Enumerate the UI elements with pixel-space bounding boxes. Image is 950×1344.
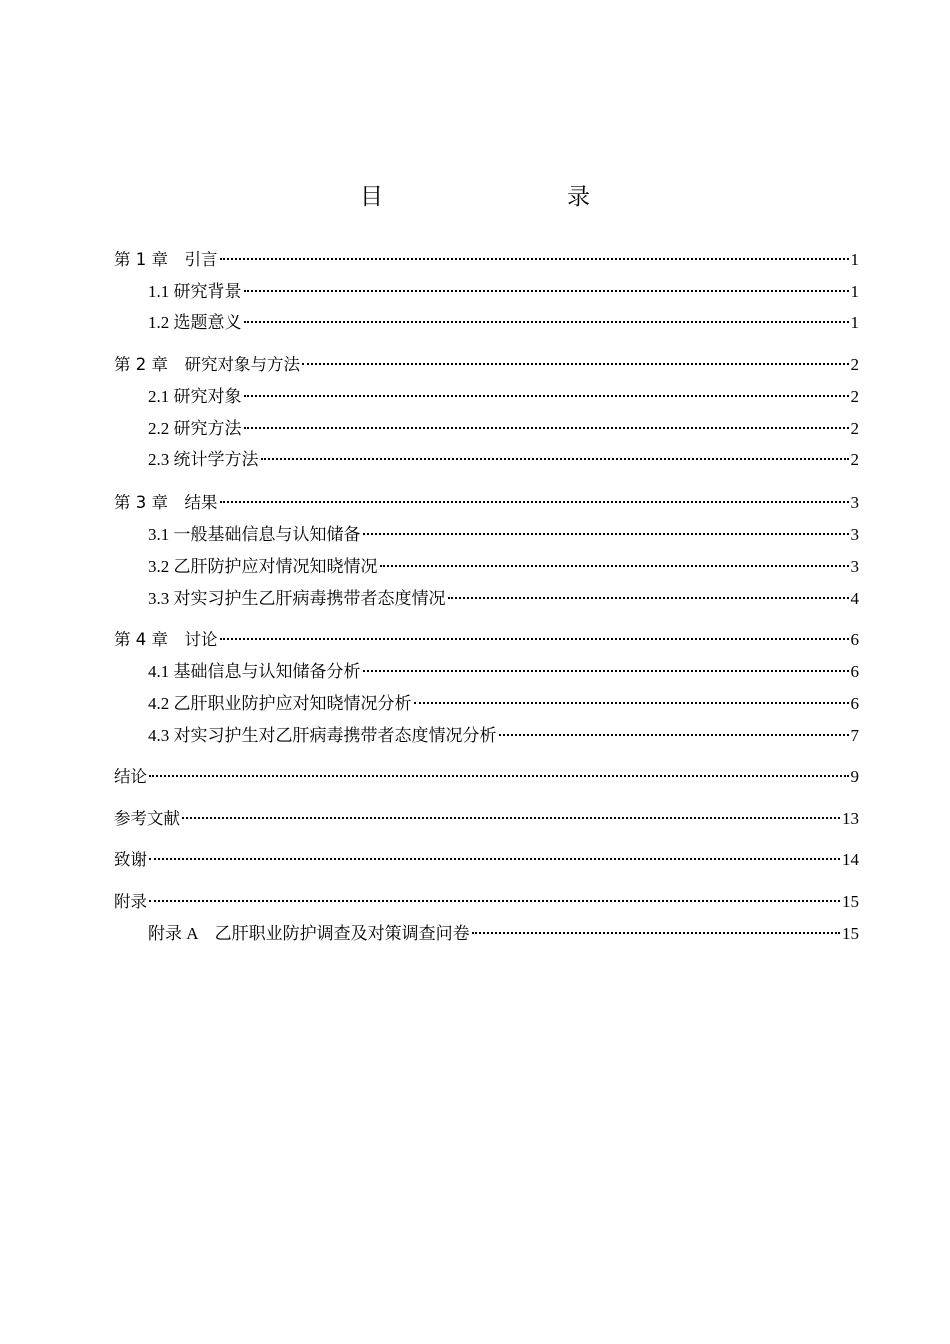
dot-leader	[244, 427, 849, 429]
toc-entry-label: 附录 A 乙肝职业防护调查及对策调查问卷	[148, 924, 470, 943]
dot-leader	[244, 395, 849, 397]
toc-entry-3-1[interactable]	[148, 523, 859, 547]
toc-entry-appendix-a[interactable]	[148, 922, 859, 946]
toc-entry-4-2[interactable]	[148, 692, 859, 716]
toc-entry-references[interactable]	[114, 807, 859, 831]
toc-entry-page: 6	[850, 694, 859, 713]
toc-entry-label: 3.2 乙肝防护应对情况知晓情况	[148, 557, 378, 576]
dot-leader	[499, 734, 849, 736]
toc-entry-page: 4	[850, 589, 859, 608]
toc-entry-label: 第 4 章 讨论	[114, 630, 218, 649]
toc-entry-page: 15	[842, 924, 859, 943]
toc-entry-chapter-2[interactable]	[114, 353, 859, 377]
toc-entry-page: 1	[850, 250, 859, 269]
dot-leader	[414, 702, 849, 704]
toc-entry-page: 3	[850, 525, 859, 544]
dot-leader	[261, 458, 849, 460]
toc-entry-label: 第 3 章 结果	[114, 493, 218, 512]
toc-entry-label: 1.2 选题意义	[148, 313, 242, 332]
toc-entry-label: 4.1 基础信息与认知储备分析	[148, 662, 361, 681]
toc-entry-page: 15	[842, 892, 859, 911]
toc-entry-page: 3	[850, 557, 859, 576]
dot-leader	[220, 501, 849, 503]
toc-entry-label: 第 2 章 研究对象与方法	[114, 355, 300, 374]
toc-title: 目 录	[360, 184, 636, 210]
toc-entry-chapter-4[interactable]	[114, 628, 859, 652]
toc-entry-chapter-3[interactable]	[114, 491, 859, 515]
toc-entry-page: 2	[850, 419, 859, 438]
toc-entry-2-3[interactable]	[148, 448, 859, 472]
toc-entry-conclusion[interactable]	[114, 765, 859, 789]
dot-leader	[363, 670, 849, 672]
toc-entry-page: 6	[850, 630, 859, 649]
toc-entry-label: 致谢	[114, 850, 147, 869]
toc-entry-label: 2.1 研究对象	[148, 387, 242, 406]
toc-entry-page: 3	[850, 493, 859, 512]
dot-leader	[472, 932, 840, 934]
toc-entry-page: 2	[850, 450, 859, 469]
toc-entry-label: 2.2 研究方法	[148, 419, 242, 438]
dot-leader	[149, 775, 849, 777]
toc-entry-1-1[interactable]	[148, 280, 859, 304]
toc-entry-page: 13	[842, 809, 859, 828]
dot-leader	[182, 817, 840, 819]
toc-entry-2-2[interactable]	[148, 417, 859, 441]
toc-entry-page: 2	[850, 387, 859, 406]
dot-leader	[244, 290, 849, 292]
toc-entry-2-1[interactable]	[148, 385, 859, 409]
toc-entry-label: 结论	[114, 767, 147, 786]
toc-entry-label: 3.3 对实习护生乙肝病毒携带者态度情况	[148, 589, 446, 608]
toc-entry-page: 1	[850, 313, 859, 332]
dot-leader	[302, 363, 849, 365]
toc-entry-label: 4.3 对实习护生对乙肝病毒携带者态度情况分析	[148, 726, 497, 745]
toc-entry-acknowledgements[interactable]	[114, 848, 859, 872]
toc-entry-4-1[interactable]	[148, 660, 859, 684]
toc-entry-page: 14	[842, 850, 859, 869]
toc-entry-label: 3.1 一般基础信息与认知储备	[148, 525, 361, 544]
toc-entry-label: 参考文献	[114, 809, 180, 828]
toc-entry-label: 1.1 研究背景	[148, 282, 242, 301]
dot-leader	[220, 638, 849, 640]
dot-leader	[448, 597, 849, 599]
toc-entry-3-2[interactable]	[148, 555, 859, 579]
dot-leader	[220, 258, 849, 260]
toc-entry-4-3[interactable]	[148, 724, 859, 748]
dot-leader	[149, 900, 840, 902]
toc-entry-page: 2	[850, 355, 859, 374]
toc-entry-label: 附录	[114, 892, 147, 911]
toc-entry-page: 1	[850, 282, 859, 301]
toc-entry-page: 6	[850, 662, 859, 681]
toc-entry-appendix[interactable]	[114, 890, 859, 914]
toc-entry-label: 4.2 乙肝职业防护应对知晓情况分析	[148, 694, 412, 713]
dot-leader	[363, 533, 849, 535]
toc-entry-page: 7	[850, 726, 859, 745]
toc-entry-chapter-1[interactable]	[114, 248, 859, 272]
toc-entry-1-2[interactable]	[148, 311, 859, 335]
toc-entry-3-3[interactable]	[148, 587, 859, 611]
dot-leader	[244, 321, 849, 323]
toc-entry-page: 9	[850, 767, 859, 786]
dot-leader	[149, 858, 840, 860]
toc-entry-label: 第 1 章 引言	[114, 250, 218, 269]
toc-entry-label: 2.3 统计学方法	[148, 450, 259, 469]
dot-leader	[380, 565, 849, 567]
